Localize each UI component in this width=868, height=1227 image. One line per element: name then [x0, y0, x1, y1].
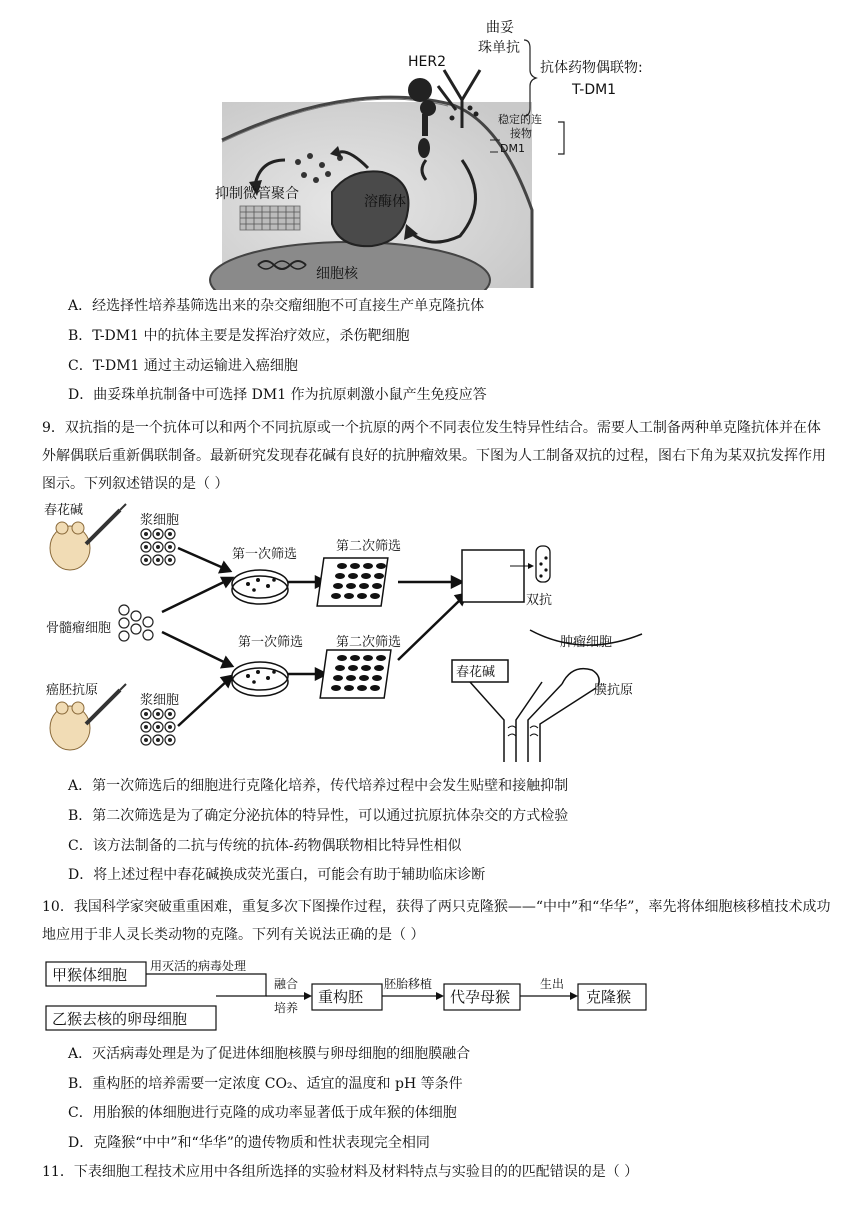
q9-option-d: D．将上述过程中春花碱换成荧光蛋白，可能会有助于辅助临床诊断: [68, 867, 486, 883]
label-cea: 癌胚抗原: [46, 683, 99, 698]
petri-dish-1: [232, 570, 288, 604]
q10-option-d: D．克隆猴“中中”和“华华”的遗传物质和性状表现完全相同: [68, 1135, 430, 1151]
mouse-icon-top: [50, 522, 90, 570]
label-virus: 用灭活的病毒处理: [150, 959, 247, 973]
label-lysosome: 溶酶体: [364, 194, 406, 210]
label-myeloma: 骨髓瘤细胞: [46, 621, 112, 636]
microtubule-grid: [240, 206, 300, 230]
label-bispecific: 双抗: [526, 593, 553, 608]
label-second-screen-2: 第二次筛选: [336, 635, 402, 650]
q9-option-a: A．第一次筛选后的细胞进行克隆化培养，传代培养过程中会发生贴壁和接触抑制: [68, 778, 569, 794]
label-yi: 乙猴去核的卵母细胞: [52, 1010, 188, 1028]
q8-option-a: A．经选择性培养基筛选出来的杂交瘤细胞不可直接生产单克隆抗体: [68, 298, 485, 314]
petri-dish-2: [232, 662, 288, 696]
well-plate-2: [320, 650, 391, 698]
label-membrane-antigen: 膜抗原: [594, 683, 634, 698]
mouse-icon-bottom: [50, 702, 90, 750]
label-inhibit: 抑制微管聚合: [215, 186, 299, 202]
label-plasma-top: 浆细胞: [140, 513, 180, 528]
q10-stem: 10．我国科学家突破重重困难，重复多次下图操作过程，获得了两只克隆猴——“中中”和“华华”，率先将体细胞核移植技术成功地应用于非人灵长类动物的克隆。下列有关说法正确的是（ ）: [42, 899, 831, 943]
label-tumor-cell: 肿瘤细胞: [560, 635, 613, 650]
label-adc-1: 抗体药物偶联物:: [540, 60, 643, 76]
label-first-screen-2: 第一次筛选: [238, 635, 304, 650]
test-tube-icon: [536, 546, 550, 582]
label-chunhuajian: 春花碱: [44, 503, 84, 518]
q11-stem: 11．下表细胞工程技术应用中各组所选择的实验材料及材料特点与实验目的的匹配错误的是（ ）: [42, 1164, 639, 1180]
clone-flow-diagram: [44, 952, 664, 1034]
label-clone: 克隆猴: [586, 988, 632, 1006]
label-surrogate: 代孕母猴: [450, 988, 511, 1006]
bispecific-diagram: [42, 500, 662, 770]
label-second-screen-1: 第二次筛选: [336, 539, 402, 554]
label-chunhuajian-box: 春花碱: [456, 665, 496, 680]
q9-option-b: B．第二次筛选是为了确定分泌抗体的特异性，可以通过抗原抗体杂交的方式检验: [68, 808, 569, 824]
tdm1-diagram: [200, 10, 680, 290]
q9-option-c: C．该方法制备的二抗与传统的抗体-药物偶联物相比特异性相似: [68, 838, 462, 854]
blank-box: [462, 550, 524, 602]
label-adc-2: T-DM1: [572, 82, 617, 98]
label-linker-1: 稳定的连: [498, 113, 542, 126]
label-transfer: 胚胎移植: [384, 977, 433, 991]
q9-stem: 9．双抗指的是一个抗体可以和两个不同抗原或一个抗原的两个不同表位发生特异性结合。需要人工制备两种单克隆抗体并在体外解偶联后重新偶联制备。最新研究发现春花碱有良好的抗肿瘤效果。下图为人工制备双抗的过程，图右下角为某双抗发挥作用图示。下列叙述错误的是（ ）: [42, 420, 826, 492]
label-her2: HER2: [408, 54, 447, 70]
q8-option-b: B．T-DM1 中的抗体主要是发挥治疗效应，杀伤靶细胞: [68, 328, 410, 344]
label-first-screen-1: 第一次筛选: [232, 547, 298, 562]
join-line: [146, 974, 266, 996]
label-fuse1: 融合: [274, 977, 299, 991]
myeloma-cells: [119, 605, 153, 641]
label-plasma-bottom: 浆细胞: [140, 693, 180, 708]
well-plate-1: [317, 558, 388, 606]
label-jia: 甲猴体细胞: [52, 966, 128, 984]
flow-arrows: [162, 548, 466, 726]
label-trastuzumab-1: 曲妥: [486, 20, 514, 36]
figure-bispecific: [42, 500, 662, 770]
q8-option-c: C．T-DM1 通过主动运输进入癌细胞: [68, 358, 298, 374]
figure-tdm1: [200, 10, 680, 290]
label-trastuzumab-2: 珠单抗: [478, 40, 520, 56]
label-fuse2: 培养: [274, 1001, 299, 1015]
syringe-icon-top: [86, 504, 126, 544]
q10-option-b: B．重构胚的培养需要一定浓度 CO₂、适宜的温度和 pH 等条件: [68, 1076, 463, 1092]
label-dm1: DM1: [500, 142, 525, 155]
label-embryo: 重构胚: [318, 988, 364, 1006]
q10-option-a: A．灭活病毒处理是为了促进体细胞核膜与卵母细胞的细胞膜融合: [68, 1046, 471, 1062]
label-linker-2: 接物: [510, 127, 532, 140]
q8-option-d: D．曲妥珠单抗制备中可选择 DM1 作为抗原刺激小鼠产生免疫应答: [68, 387, 487, 403]
figure-clone-flow: [44, 952, 664, 1034]
label-nucleus: 细胞核: [316, 266, 358, 282]
q10-option-c: C．用胎猴的体细胞进行克隆的成功率显著低于成年猴的体细胞: [68, 1105, 457, 1121]
label-birth: 生出: [540, 977, 565, 991]
